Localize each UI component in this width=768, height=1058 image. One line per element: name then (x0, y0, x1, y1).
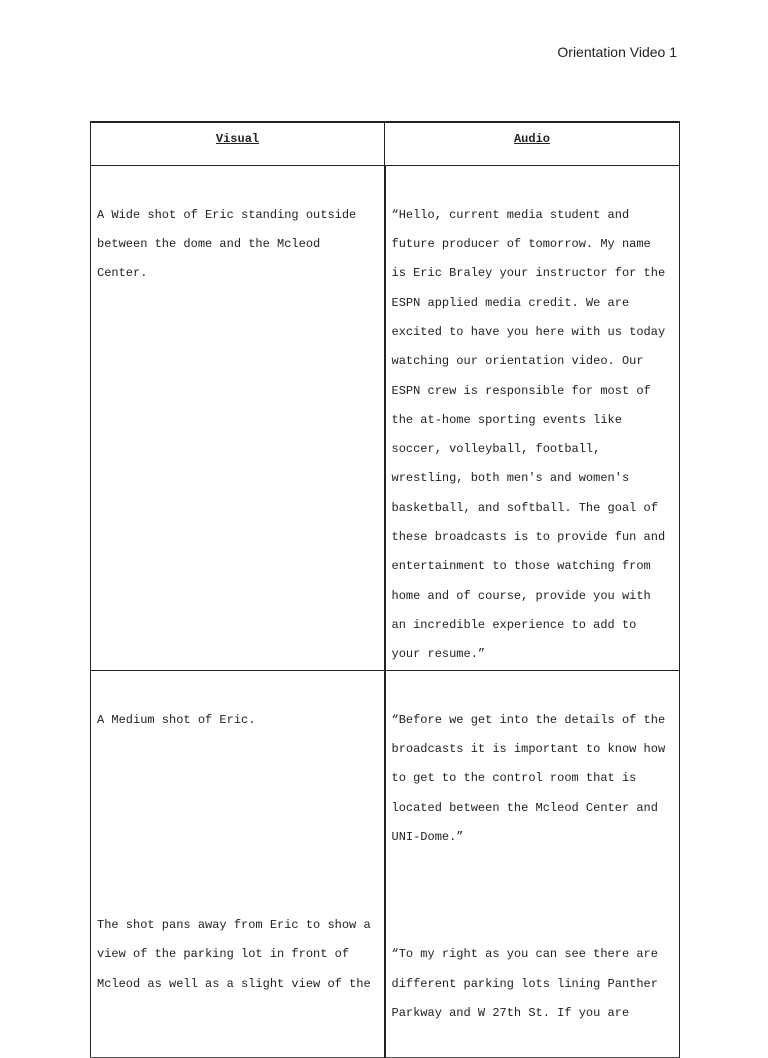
audio-text: “Hello, current media student and future producer of tomorrow. My name is Eric Braley your instructor for the ESPN applied media credit. We are excited to have you here with us today watching our orientation video. Our ESPN crew is responsible for most of the at-home sporting events like soccer, volleyball, football, wrestling, both men's and women's basketball, and softball. The goal of these broadcasts is to provide fun and entertainment to those watching from home and of course, provide you with an incredible experience to add to your resume.” (391, 207, 666, 662)
page-header: Orientation Video 1 (557, 44, 677, 60)
visual-text: The shot pans away from Eric to show a view of the parking lot in front of Mcleod as well as a slight view of the (97, 917, 371, 991)
audio-cell (385, 165, 680, 670)
audio-cell (385, 670, 680, 1058)
visual-text: A Medium shot of Eric. (97, 712, 256, 727)
visual-cell (91, 670, 385, 1058)
table-row (91, 670, 680, 1058)
audio-text: “To my right as you can see there are different parking lots lining Panther Parkway and W 27th St. If you are (391, 947, 658, 1020)
audio-text: “Before we get into the details of the broadcasts it is important to know how to get to the control room that is located between the Mcleod Center and UNI-Dome.” (391, 712, 666, 845)
column-header-audio: Audio (385, 122, 680, 165)
script-table (90, 121, 680, 1058)
table-header-row (91, 122, 680, 165)
table-row (91, 165, 680, 670)
visual-cell (91, 165, 385, 670)
visual-text: A Wide shot of Eric standing outside between the dome and the Mcleod Center. (97, 207, 357, 281)
column-header-visual: Visual (91, 122, 385, 165)
